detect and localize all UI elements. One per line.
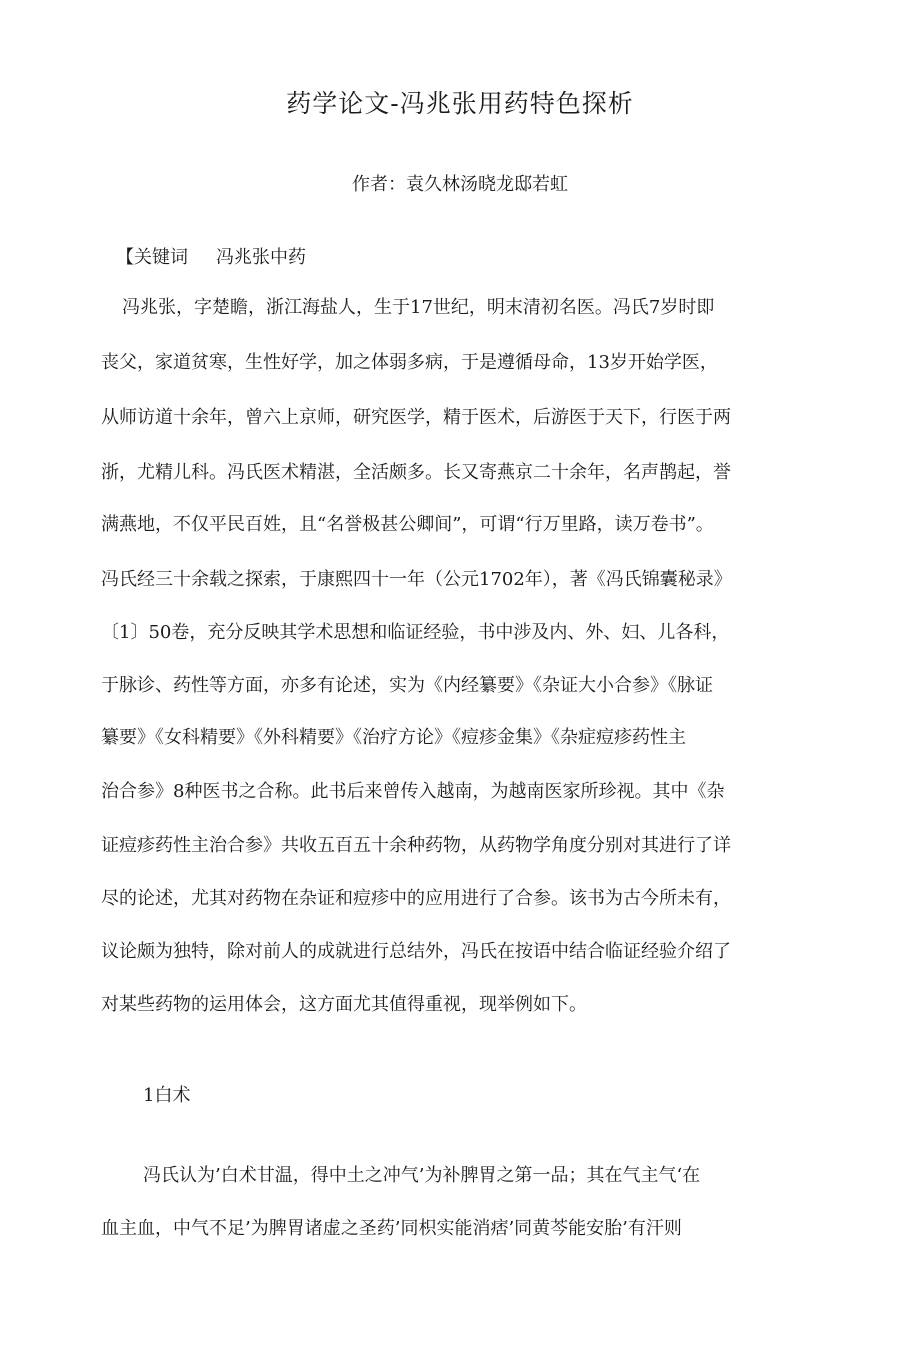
- author-line: 作者：袁久林汤晓龙邸若虹: [352, 174, 568, 195]
- paragraph-line: 证痘疹药性主治合参》共收五百五十余种药物，从药物学角度分别对其进行了详: [101, 835, 731, 856]
- paragraph-line: 丧父，家道贫寒，生性好学，加之体弱多病，于是遵循母命，13岁开始学医，: [101, 352, 718, 373]
- paragraph-line: 于脉诊、药性等方面，亦多有论述，实为《内经纂要》《杂证大小合参》《脉证: [101, 675, 713, 696]
- document-title: 药学论文-冯兆张用药特色探析: [286, 89, 634, 118]
- paragraph-line: 血主血，中气不足’为脾胃诸虚之圣药’同枳实能消痞’同黄芩能安胎’有汗则: [101, 1218, 682, 1239]
- paragraph-line: 〔1〕50卷，充分反映其学术思想和临证经验，书中涉及内、外、妇、儿各科，: [101, 622, 730, 643]
- keywords-value: 冯兆张中药: [216, 247, 306, 268]
- paragraph-line: 纂要》《女科精要》《外科精要》《治疗方论》《痘疹金集》《杂症痘疹药性主: [101, 727, 686, 748]
- paragraph-line: 对某些药物的运用体会，这方面尤其值得重视，现举例如下。: [101, 994, 587, 1015]
- keywords-label: 【关键词: [116, 247, 188, 268]
- paragraph-line: 议论颇为独特，除对前人的成就进行总结外，冯氏在按语中结合临证经验介绍了: [101, 941, 731, 962]
- paragraph-line: 满燕地，不仅平民百姓，且“名誉极甚公卿间”，可谓“行万里路，读万卷书”。: [101, 514, 714, 535]
- paragraph-line: 冯兆张，字楚瞻，浙江海盐人，生于17世纪，明末清初名医。冯氏7岁时即: [122, 297, 715, 318]
- paragraph-line: 治合参》8种医书之合称。此书后来曾传入越南，为越南医家所珍视。其中《杂: [101, 781, 725, 802]
- paragraph-line: 冯氏认为’白术甘温，得中土之冲气’为补脾胃之第一品；其在气主气‘在: [143, 1165, 701, 1186]
- section-heading: 1白术: [143, 1085, 191, 1106]
- paragraph-line: 冯氏经三十余载之探索，于康熙四十一年（公元1702年），著《冯氏锦囊秘录》: [101, 569, 732, 590]
- keywords-line: [116, 243, 306, 273]
- paragraph-line: 从师访道十余年，曾六上京师，研究医学，精于医术，后游医于天下，行医于两: [101, 407, 731, 428]
- paragraph-line: 尽的论述，尤其对药物在杂证和痘疹中的应用进行了合参。该书为古今所未有，: [101, 888, 731, 909]
- paragraph-line: 浙，尤精儿科。冯氏医术精湛，全活颇多。长又寄燕京二十余年，名声鹊起，誉: [101, 462, 731, 483]
